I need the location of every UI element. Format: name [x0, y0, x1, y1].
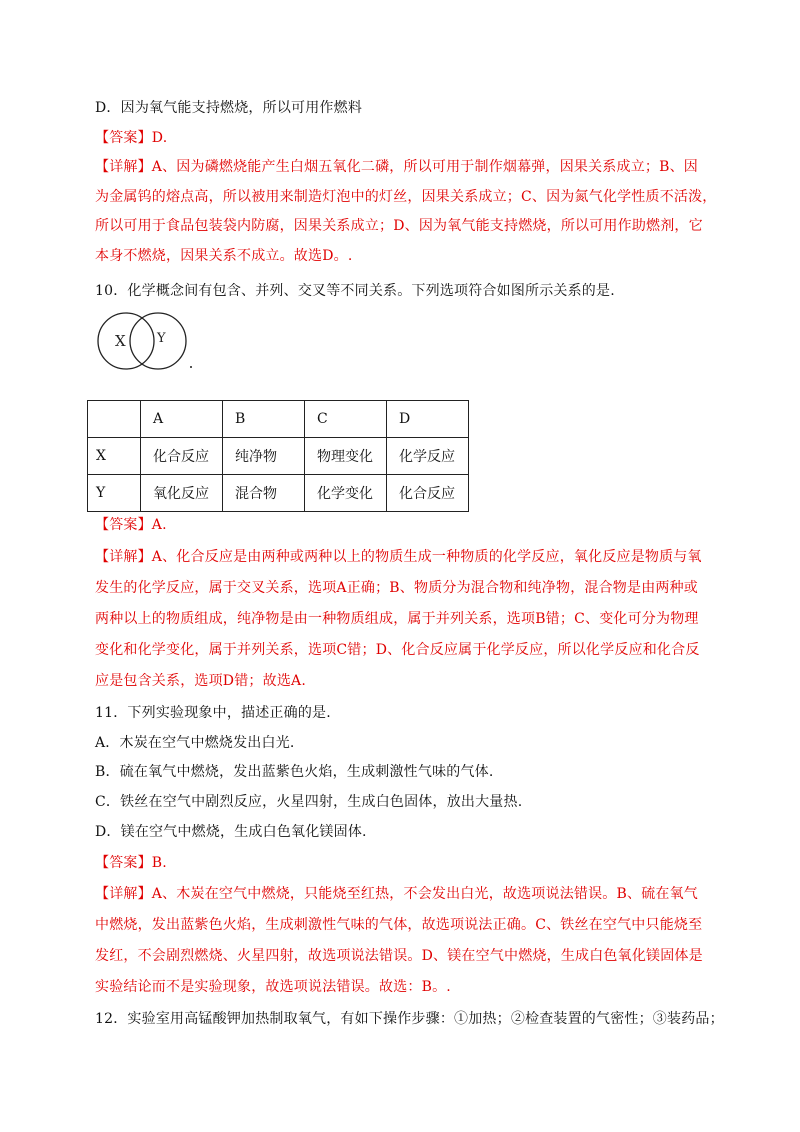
table-cell: 混合物 [223, 475, 305, 512]
explanation-q10-line5: 应是包含关系，选项D错；故选A. [95, 673, 306, 689]
table-cell: X [88, 438, 141, 475]
option-b-q11: B．硫在氧气中燃烧，发出蓝紫色火焰，生成刺激性气味的气体. [95, 764, 494, 780]
table-cell: 化学反应 [387, 438, 469, 475]
table-cell: 化合反应 [141, 438, 223, 475]
answer-q9: 【答案】D. [95, 130, 168, 146]
explanation-q11-line3: 发红，不会剧烈燃烧、火星四射，故选项说法错误。D、镁在空气中燃烧，生成白色氧化镁固体是 [95, 948, 703, 964]
answer-q11: 【答案】B. [95, 855, 167, 871]
venn-diagram [96, 310, 196, 372]
venn-label-y: Y [157, 331, 166, 346]
table-row [88, 475, 469, 512]
explanation-q9-line1: 【详解】A、因为磷燃烧能产生白烟五氧化二磷，所以可用于制作烟幕弹，因果关系成立；B、因 [95, 159, 698, 175]
table-cell [88, 401, 141, 438]
explanation-q11-line4: 实验结论而不是实验现象，故选项说法错误。故选：B。. [95, 979, 451, 995]
question-12: 12．实验室用高锰酸钾加热制取氧气，有如下操作步骤：①加热；②检查装置的气密性；③装药品； [95, 1011, 724, 1027]
option-d-q9: D．因为氧气能支持燃烧，所以可用作燃料 [95, 100, 363, 116]
stray-dot [190, 366, 192, 368]
option-a-q11: A．木炭在空气中燃烧发出白光. [95, 735, 295, 751]
explanation-q10-line4: 变化和化学变化，属于并列关系，选项C错；D、化合反应属于化学反应，所以化学反应和化合反 [95, 642, 700, 658]
table-cell: 化学变化 [305, 475, 387, 512]
explanation-q11-line1: 【详解】A、木炭在空气中燃烧，只能烧至红热，不会发出白光，故选项说法错误。B、硫在氧气 [95, 886, 698, 902]
explanation-q11-line2: 中燃烧，发出蓝紫色火焰，生成刺激性气味的气体，故选项说法正确。C、铁丝在空气中只能烧至 [95, 917, 703, 933]
table-cell: A [141, 401, 223, 438]
table-cell: Y [88, 475, 141, 512]
answer-q10: 【答案】A. [95, 517, 167, 533]
question-11: 11．下列实验现象中，描述正确的是. [95, 705, 331, 721]
explanation-q9-line3: 所以可用于食品包装袋内防腐，因果关系成立；D、因为氧气能支持燃烧，所以可用作助燃剂，它 [95, 218, 703, 234]
table-cell: 化合反应 [387, 475, 469, 512]
option-c-q11: C．铁丝在空气中剧烈反应，火星四射，生成白色固体，放出大量热. [95, 794, 523, 810]
explanation-q9-line2: 为金属钨的熔点高，所以被用来制造灯泡中的灯丝，因果关系成立；C、因为氮气化学性质不活泼， [95, 189, 717, 205]
venn-label-x: X [115, 332, 126, 350]
circle-x [98, 313, 154, 369]
table-cell: 氧化反应 [141, 475, 223, 512]
options-table [87, 400, 469, 512]
table-cell: 纯净物 [223, 438, 305, 475]
question-10: 10．化学概念间有包含、并列、交叉等不同关系。下列选项符合如图所示关系的是. [95, 283, 615, 299]
table-header-row [88, 401, 469, 438]
explanation-q10-line2: 发生的化学反应，属于交叉关系，选项A正确；B、物质分为混合物和纯净物，混合物是由两种或 [95, 580, 698, 596]
table-row [88, 438, 469, 475]
explanation-q10-line3: 两种以上的物质组成，纯净物是由一种物质组成，属于并列关系，选项B错；C、变化可分为物理 [95, 611, 699, 627]
table-cell: B [223, 401, 305, 438]
explanation-q9-line4: 本身不燃烧，因果关系不成立。故选D。. [95, 248, 353, 264]
explanation-q10-line1: 【详解】A、化合反应是由两种或两种以上的物质生成一种物质的化学反应，氧化反应是物质与氧 [95, 549, 702, 565]
table-cell: 物理变化 [305, 438, 387, 475]
table-cell: C [305, 401, 387, 438]
table-cell: D [387, 401, 469, 438]
option-d-q11: D．镁在空气中燃烧，生成白色氧化镁固体. [95, 824, 367, 840]
